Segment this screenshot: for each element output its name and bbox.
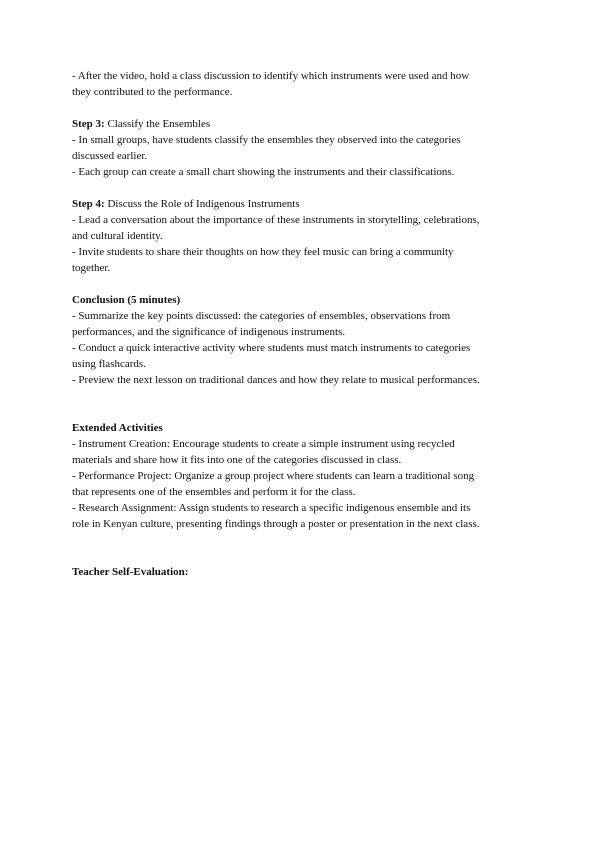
step-3-heading (72, 116, 528, 132)
self-evaluation-heading: Teacher Self-Evaluation: (72, 566, 189, 578)
extended-activities-heading: Extended Activities (72, 422, 163, 434)
step-3-title: Classify the Ensembles (104, 118, 211, 130)
step-3-section (72, 116, 528, 180)
conclusion-heading: Conclusion (5 minutes) (72, 294, 181, 306)
text-line: performances, and the significance of indigenous instruments. (72, 326, 346, 338)
text-line: using flashcards. (72, 358, 146, 370)
text-line: - After the video, hold a class discussion to identify which instruments were used and how (72, 70, 470, 82)
text-line: - Performance Project: Organize a group project where students can learn a traditional song (72, 470, 475, 482)
text-line: and cultural identity. (72, 230, 163, 242)
text-line: - Preview the next lesson on traditional dances and how they relate to musical performances. (72, 374, 480, 386)
text-line: role in Kenyan culture, presenting findings through a poster or presentation in the next class. (72, 518, 480, 530)
text-line: together. (72, 262, 111, 274)
text-line: - Each group can create a small chart showing the instruments and their classifications. (72, 166, 455, 178)
text-line: they contributed to the performance. (72, 86, 233, 98)
step-3-label: Step 3: (72, 118, 105, 130)
text-line: - Conduct a quick interactive activity where students must match instruments to categories (72, 342, 471, 354)
self-evaluation-section (72, 564, 528, 580)
text-line: materials and share how it fits into one of the categories discussed in class. (72, 454, 402, 466)
text-line: - Summarize the key points discussed: the categories of ensembles, observations from (72, 310, 451, 322)
conclusion-section (72, 292, 528, 388)
text-line: - Instrument Creation: Encourage students to create a simple instrument using recycled (72, 438, 455, 450)
text-line: - Lead a conversation about the importance of these instruments in storytelling, celebrations, (72, 214, 480, 226)
text-line: - Invite students to share their thoughts on how they feel music can bring a community (72, 246, 454, 258)
intro-paragraph (72, 68, 528, 100)
text-line: - Research Assignment: Assign students to research a specific indigenous ensemble and its (72, 502, 471, 514)
text-line: discussed earlier. (72, 150, 148, 162)
step-4-heading (72, 196, 528, 212)
step-4-label: Step 4: (72, 198, 105, 210)
text-line: that represents one of the ensembles and perform it for the class. (72, 486, 356, 498)
step-4-title: Discuss the Role of Indigenous Instruments (104, 198, 300, 210)
step-4-section (72, 196, 528, 276)
extended-activities-section (72, 420, 528, 532)
document-body (72, 68, 528, 580)
text-line: - In small groups, have students classify the ensembles they observed into the categories (72, 134, 461, 146)
